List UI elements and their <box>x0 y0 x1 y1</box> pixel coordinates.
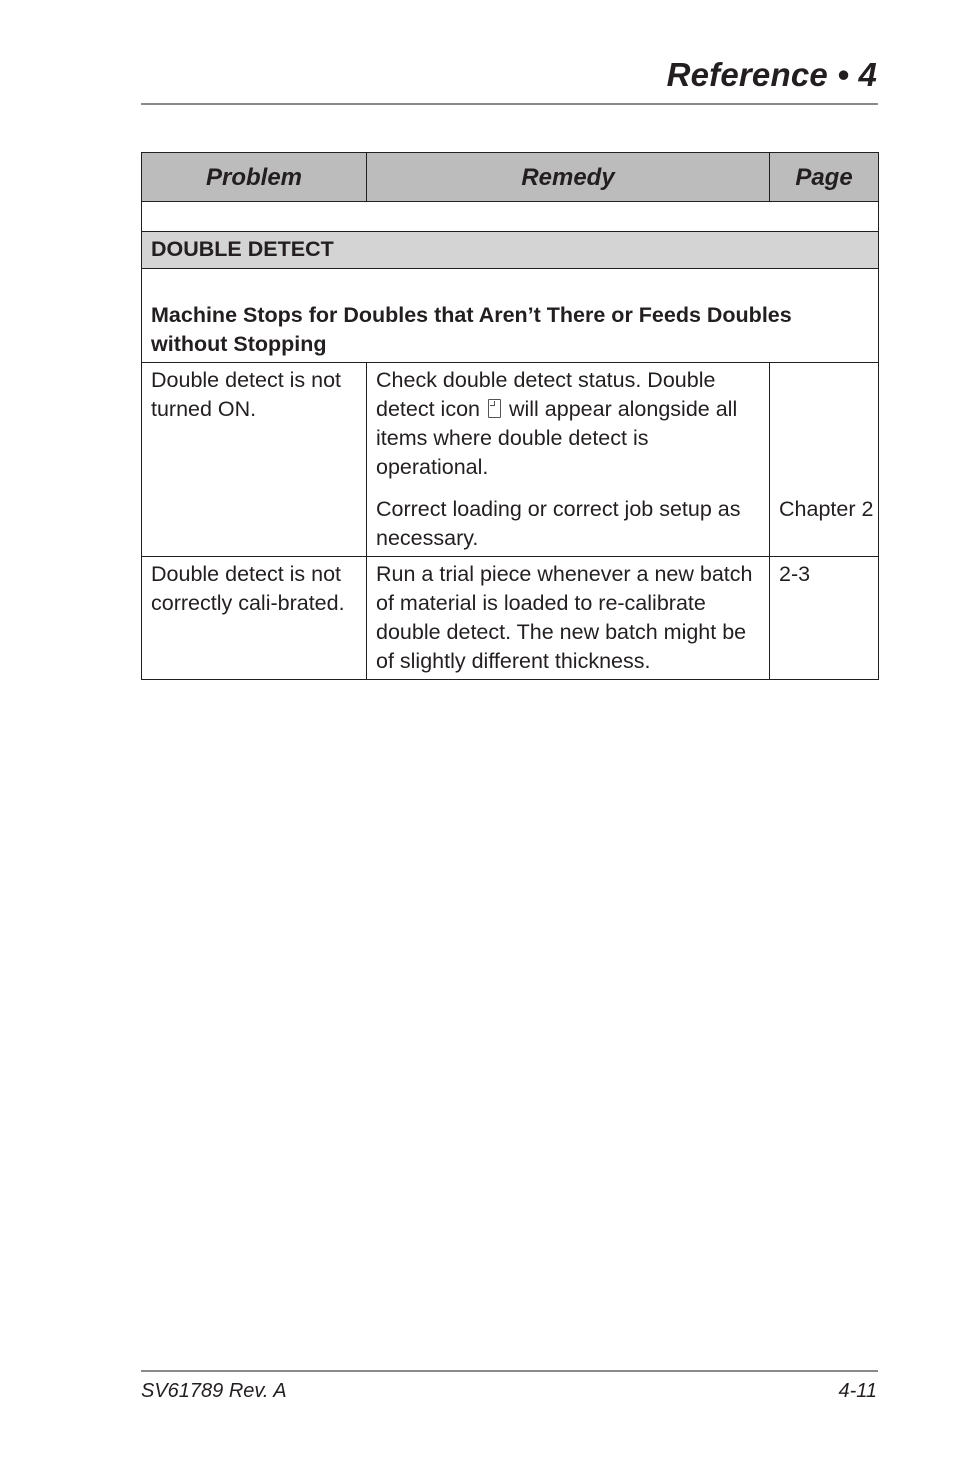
remedy-cell: Run a trial piece whenever a new batch of material is loaded to re-calibrate double detect. The new batch might be of slightly different thickness. <box>367 557 770 680</box>
troubleshooting-table <box>141 152 879 680</box>
page-cell: Chapter 2 <box>770 492 879 557</box>
double-detect-icon <box>488 399 501 418</box>
page-header-title: Reference • 4 <box>666 56 877 93</box>
column-header-remedy: Remedy <box>367 153 770 202</box>
remedy-cell: Correct loading or correct job setup as necessary. <box>367 492 770 557</box>
footer-divider <box>141 1370 878 1372</box>
footer-page-number: 4-11 <box>838 1380 877 1402</box>
remedy-text-part1: Check double detect status. Double detect icon <box>376 368 716 421</box>
remedy-cell <box>367 363 770 493</box>
table-row <box>142 363 879 493</box>
problem-cell: Double detect is not turned ON. <box>142 363 367 557</box>
footer-doc-number: SV61789 Rev. A <box>141 1380 287 1402</box>
column-header-page: Page <box>770 153 879 202</box>
table-header-row <box>142 153 879 202</box>
remedy-text-part2: will appear alongside all items where double detect is operational. <box>376 397 738 479</box>
subsection-row <box>142 269 879 363</box>
column-header-problem: Problem <box>142 153 367 202</box>
page-cell: 2-3 <box>770 557 879 680</box>
problem-cell: Double detect is not correctly cali-brated. <box>142 557 367 680</box>
page-cell <box>770 363 879 493</box>
spacer-row <box>142 202 879 232</box>
subsection-title: Machine Stops for Doubles that Aren’t There or Feeds Doubles without Stopping <box>142 269 879 363</box>
section-row <box>142 232 879 269</box>
spacer-cell <box>142 202 879 232</box>
section-title: DOUBLE DETECT <box>142 232 879 269</box>
table-row <box>142 557 879 680</box>
header-divider <box>141 103 878 105</box>
